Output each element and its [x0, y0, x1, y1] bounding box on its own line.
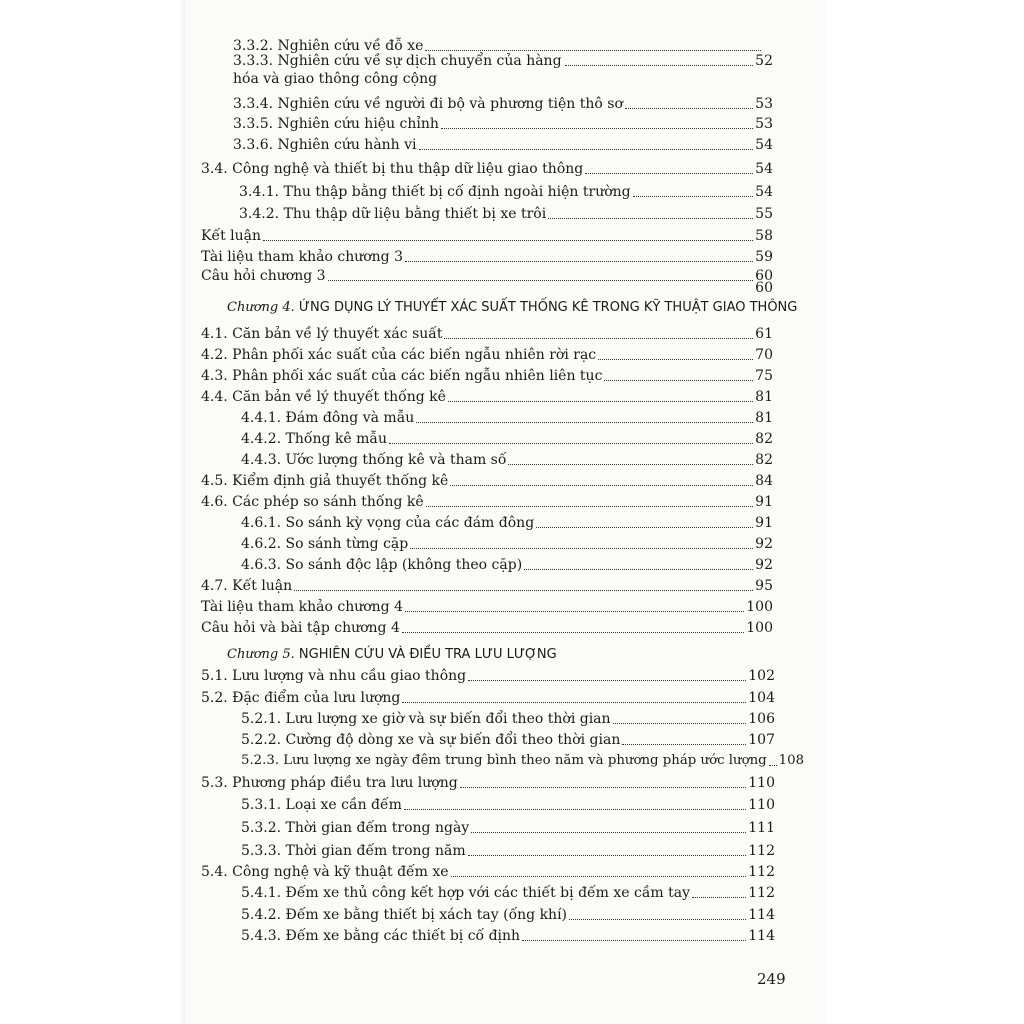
toc-entry-title: 5.4.1. Đếm xe thủ công kết hợp với các thiết bị đếm xe cầm tay	[241, 885, 691, 901]
dot-leader	[468, 680, 746, 681]
dot-leader	[405, 261, 753, 262]
dot-leader	[769, 765, 777, 766]
chapter-label: Chương 5.	[227, 647, 295, 662]
dot-leader	[444, 338, 753, 339]
toc-entry-page: 108	[778, 753, 805, 768]
toc-entry-title: Câu hỏi chương 3	[201, 268, 326, 284]
toc-entry-page: 82	[755, 452, 773, 468]
toc-entry-page: 75	[755, 368, 773, 384]
toc-entry-title: 5.3. Phương pháp điều tra lưu lượng	[201, 775, 458, 791]
toc-entry	[233, 137, 773, 153]
toc-entry-page: 53	[755, 116, 773, 132]
toc-entry-page: 54	[755, 137, 773, 153]
toc-entry	[201, 668, 775, 684]
toc-entry-page: 54	[755, 161, 773, 177]
dot-leader	[441, 128, 753, 129]
toc-entry	[241, 536, 773, 552]
toc-entry	[239, 184, 773, 200]
toc-entry-page: 107	[748, 732, 775, 748]
chapter-label: Chương 4.	[227, 300, 295, 315]
toc-entry-title: 4.7. Kết luận	[201, 578, 293, 594]
toc-entry-page: 92	[755, 557, 773, 573]
dot-leader	[448, 401, 753, 402]
toc-entry	[201, 389, 773, 405]
toc-entry-title: 3.3.3. Nghiên cứu về sự dịch chuyển của hàng hóa và giao thông công cộng	[233, 53, 562, 87]
toc-entry-title: 3.4.2. Thu thập dữ liệu bằng thiết bị xe trôi	[239, 206, 547, 222]
dot-leader	[604, 380, 753, 381]
toc-entry-title: 5.2. Đặc điểm của lưu lượng	[201, 690, 401, 706]
toc-entry	[201, 578, 773, 594]
toc-entry-title: 4.3. Phân phối xác suất của các biến ngẫu nhiên liên tục	[201, 368, 603, 384]
toc-entry-page: 95	[755, 578, 773, 594]
toc-entry	[201, 368, 773, 384]
chapter-page: 60	[755, 280, 773, 296]
toc-entry	[241, 431, 773, 447]
dot-leader	[410, 548, 753, 549]
dot-leader	[548, 218, 753, 219]
toc-entry	[605, 280, 773, 296]
toc-entry-page: 106	[748, 711, 775, 727]
toc-entry	[241, 885, 775, 901]
toc-entry-title: 5.4.3. Đếm xe bằng các thiết bị cố định	[241, 928, 521, 944]
dot-leader	[508, 464, 753, 465]
toc-entry-title: 3.3.2. Nghiên cứu về đỗ xe	[233, 38, 424, 54]
toc-entry-page: 100	[746, 620, 773, 636]
toc-entry-title: 5.2.2. Cường độ dòng xe và sự biến đổi theo thời gian	[241, 732, 621, 748]
toc-entry-page: 112	[748, 843, 775, 859]
toc-entry-page: 61	[755, 326, 773, 342]
toc-entry-page: 91	[755, 515, 773, 531]
dot-leader	[425, 50, 761, 51]
toc-entry-page: 92	[755, 536, 773, 552]
toc-entry-page: 70	[755, 347, 773, 363]
toc-entry-title: 3.4. Công nghệ và thiết bị thu thập dữ liệu giao thông	[201, 161, 584, 177]
dot-leader	[405, 611, 744, 612]
toc-entry-page: 81	[755, 389, 773, 405]
toc-entry-page: 111	[748, 820, 775, 836]
toc-entry-title: 4.1. Căn bản về lý thuyết xác suất	[201, 326, 443, 342]
toc-entry-title: 5.4. Công nghệ và kỹ thuật đếm xe	[201, 864, 449, 880]
dot-leader	[536, 527, 753, 528]
toc-entry-page: 55	[755, 206, 773, 222]
dot-leader	[404, 809, 746, 810]
toc-entry	[233, 116, 773, 132]
toc-entry-title: Câu hỏi và bài tập chương 4	[201, 620, 400, 636]
toc-entry	[233, 52, 773, 88]
dot-leader	[569, 919, 746, 920]
toc-entry-title: 4.4. Căn bản về lý thuyết thống kê	[201, 389, 446, 405]
toc-entry	[241, 843, 775, 859]
toc-entry	[241, 557, 773, 573]
dot-leader	[416, 422, 753, 423]
toc-entry	[241, 711, 775, 727]
toc-entry-title: 4.4.2. Thống kê mẫu	[241, 431, 387, 447]
toc-entry-title: 3.4.1. Thu thập bằng thiết bị cố định ngoài hiện trường	[239, 184, 631, 200]
toc-entry-page: 91	[755, 494, 773, 510]
toc-entry-page: 82	[755, 431, 773, 447]
toc-entry	[241, 797, 775, 813]
toc-entry-title: Tài liệu tham khảo chương 4	[201, 599, 403, 615]
dot-leader	[598, 359, 753, 360]
toc-entry-title: 5.1. Lưu lượng và nhu cầu giao thông	[201, 668, 467, 684]
toc-entry-page: 110	[748, 797, 775, 813]
dot-leader	[565, 65, 753, 66]
dot-leader	[389, 443, 753, 444]
toc-entry	[241, 410, 773, 426]
toc-entry-page: 114	[748, 928, 775, 944]
dot-leader	[692, 897, 746, 898]
dot-leader	[468, 855, 747, 856]
chapter-title: NGHIÊN CỨU VÀ ĐIỀU TRA LƯU LƯỢNG	[298, 647, 557, 662]
toc-entry	[201, 620, 773, 636]
dot-leader	[471, 832, 746, 833]
toc-entry	[201, 864, 775, 880]
toc-entry-title: 5.3.2. Thời gian đếm trong ngày	[241, 820, 470, 836]
page-number: 249	[757, 970, 786, 988]
toc-entry-title: 4.6.3. So sánh độc lập (không theo cặp)	[241, 557, 523, 573]
dot-leader	[524, 569, 753, 570]
toc-entry	[241, 753, 805, 769]
toc-entry-title: Tài liệu tham khảo chương 3	[201, 249, 403, 265]
dot-leader	[402, 632, 744, 633]
toc-entry	[201, 599, 773, 615]
dot-leader	[585, 173, 753, 174]
chapter-heading	[227, 647, 557, 663]
dot-leader	[263, 240, 753, 241]
toc-entry	[241, 452, 773, 468]
toc-entry	[241, 732, 775, 748]
dot-leader	[294, 590, 753, 591]
toc-entry-page: 58	[755, 228, 773, 244]
toc-entry-page: 112	[748, 864, 775, 880]
toc-entry-title: 5.2.1. Lưu lượng xe giờ và sự biến đổi theo thời gian	[241, 711, 611, 727]
toc-entry-title: 4.5. Kiểm định giả thuyết thống kê	[201, 473, 449, 489]
dot-leader	[622, 744, 746, 745]
toc-entry	[201, 494, 773, 510]
toc-entry	[201, 161, 773, 177]
dot-leader	[633, 196, 754, 197]
toc-entry-page: 59	[755, 249, 773, 265]
toc-entry-title: 4.2. Phân phối xác suất của các biến ngẫu nhiên rời rạc	[201, 347, 597, 363]
toc-entry-page: 114	[748, 907, 775, 923]
toc-entry	[201, 228, 773, 244]
toc-entry-title: 5.2.3. Lưu lượng xe ngày đêm trung bình theo năm và phương pháp ước lượng	[241, 753, 767, 768]
toc-entry	[201, 473, 773, 489]
chapter-heading	[227, 300, 797, 316]
toc-entry-page: 104	[748, 690, 775, 706]
dot-leader	[402, 702, 746, 703]
toc-entry-page: 100	[746, 599, 773, 615]
toc-entry-title: 5.4.2. Đếm xe bằng thiết bị xách tay (ống khí)	[241, 907, 568, 923]
toc-entry-page: 54	[755, 184, 773, 200]
toc-entry-page: 84	[755, 473, 773, 489]
toc-entry	[201, 326, 773, 342]
dot-leader	[460, 787, 747, 788]
toc-entry-page: 60	[755, 268, 773, 284]
toc-entry-title: 4.4.3. Ước lượng thống kê và tham số	[241, 452, 507, 468]
dot-leader	[451, 876, 747, 877]
toc-entry-page: 81	[755, 410, 773, 426]
toc-entry-title: 4.6. Các phép so sánh thống kê	[201, 494, 424, 510]
toc-entry	[239, 206, 773, 222]
toc-entry	[201, 775, 775, 791]
toc-entry-page: 110	[748, 775, 775, 791]
dot-leader	[522, 940, 746, 941]
dot-leader	[613, 723, 747, 724]
toc-entry	[233, 96, 773, 112]
toc-entry-title: 5.3.1. Loại xe cần đếm	[241, 797, 402, 813]
toc-entry	[241, 907, 775, 923]
dot-leader	[419, 149, 754, 150]
toc-entry-title: 3.3.4. Nghiên cứu về người đi bộ và phương tiện thô sơ	[233, 96, 623, 112]
chapter-title: ỨNG DỤNG LÝ THUYẾT XÁC SUẤT THỐNG KÊ TRONG KỸ THUẬT GIAO THÔNG	[298, 300, 798, 315]
toc-entry	[201, 347, 773, 363]
toc-entry-title: 4.4.1. Đám đông và mẫu	[241, 410, 415, 426]
toc-entry-title: 4.6.1. So sánh kỳ vọng của các đám đông	[241, 515, 535, 531]
dot-leader	[426, 506, 753, 507]
toc-entry-page: 53	[755, 96, 773, 112]
toc-entry-page: 102	[748, 668, 775, 684]
toc-entry-title: 5.3.3. Thời gian đếm trong năm	[241, 843, 466, 859]
toc-entry	[201, 249, 773, 265]
toc-entry-page: 112	[748, 885, 775, 901]
book-page	[185, 0, 825, 1024]
toc-entry-page: 52	[755, 53, 773, 69]
toc-entry-title: 3.3.6. Nghiên cứu hành vi	[233, 137, 417, 153]
toc-entry-title: 4.6.2. So sánh từng cặp	[241, 536, 409, 552]
toc-entry	[241, 820, 775, 836]
toc-entry-title: 3.3.5. Nghiên cứu hiệu chỉnh	[233, 116, 439, 132]
toc-entry	[201, 690, 775, 706]
toc-entry-title: Kết luận	[201, 228, 262, 244]
dot-leader	[625, 108, 753, 109]
dot-leader	[450, 485, 753, 486]
toc-entry	[241, 928, 775, 944]
toc-entry	[241, 515, 773, 531]
